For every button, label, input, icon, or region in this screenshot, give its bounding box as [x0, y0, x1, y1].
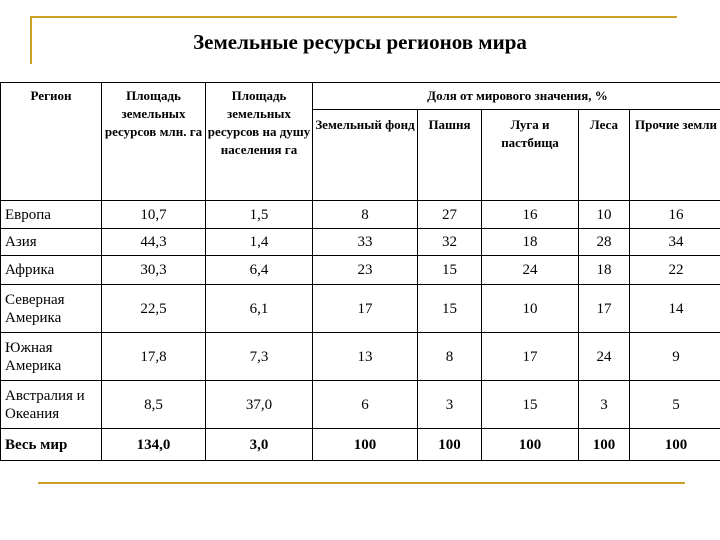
region-cell: Южная Америка	[1, 333, 102, 381]
value-cell-arable: 27	[418, 201, 482, 229]
value-cell-arable: 15	[418, 256, 482, 285]
table-row	[1, 381, 720, 429]
value-cell-land-fund: 13	[313, 333, 418, 381]
value-cell-forests: 17	[579, 285, 630, 333]
table-row	[1, 429, 720, 461]
value-cell-meadows: 100	[482, 429, 579, 461]
value-cell-arable: 32	[418, 229, 482, 256]
value-cell-forests: 18	[579, 256, 630, 285]
value-cell-land-fund: 8	[313, 201, 418, 229]
value-cell-area: 44,3	[102, 229, 206, 256]
header-other: Прочие земли	[630, 110, 720, 201]
value-cell-forests: 100	[579, 429, 630, 461]
value-cell-per-capita: 3,0	[206, 429, 313, 461]
value-cell-arable: 8	[418, 333, 482, 381]
value-cell-other: 5	[630, 381, 720, 429]
value-cell-area: 134,0	[102, 429, 206, 461]
value-cell-forests: 28	[579, 229, 630, 256]
region-cell: Азия	[1, 229, 102, 256]
value-cell-other: 14	[630, 285, 720, 333]
decor-line-bottom	[38, 482, 685, 484]
value-cell-per-capita: 37,0	[206, 381, 313, 429]
table-row	[1, 201, 720, 229]
table-row	[1, 256, 720, 285]
value-cell-other: 16	[630, 201, 720, 229]
header-area: Площадь земельных ресурсов млн. га	[102, 83, 206, 201]
value-cell-arable: 100	[418, 429, 482, 461]
value-cell-per-capita: 7,3	[206, 333, 313, 381]
value-cell-other: 22	[630, 256, 720, 285]
value-cell-other: 9	[630, 333, 720, 381]
header-area-per-capita: Площадь земельных ресурсов на душу населения га	[206, 83, 313, 201]
value-cell-forests: 24	[579, 333, 630, 381]
value-cell-land-fund: 17	[313, 285, 418, 333]
value-cell-meadows: 18	[482, 229, 579, 256]
value-cell-arable: 15	[418, 285, 482, 333]
value-cell-forests: 10	[579, 201, 630, 229]
value-cell-meadows: 16	[482, 201, 579, 229]
region-cell: Весь мир	[1, 429, 102, 461]
value-cell-per-capita: 1,4	[206, 229, 313, 256]
decor-line-top	[30, 16, 677, 18]
value-cell-forests: 3	[579, 381, 630, 429]
value-cell-area: 8,5	[102, 381, 206, 429]
header-arable: Пашня	[418, 110, 482, 201]
value-cell-land-fund: 33	[313, 229, 418, 256]
land-resources-table	[0, 82, 720, 461]
value-cell-per-capita: 6,1	[206, 285, 313, 333]
value-cell-area: 22,5	[102, 285, 206, 333]
header-meadows: Луга и пастбища	[482, 110, 579, 201]
header-share-group: Доля от мирового значения, %	[313, 83, 720, 110]
value-cell-meadows: 15	[482, 381, 579, 429]
header-region: Регион	[1, 83, 102, 201]
value-cell-area: 17,8	[102, 333, 206, 381]
header-forests: Леса	[579, 110, 630, 201]
region-cell: Африка	[1, 256, 102, 285]
table-row	[1, 333, 720, 381]
value-cell-area: 30,3	[102, 256, 206, 285]
value-cell-land-fund: 6	[313, 381, 418, 429]
region-cell: Северная Америка	[1, 285, 102, 333]
value-cell-other: 100	[630, 429, 720, 461]
table-row	[1, 285, 720, 333]
value-cell-meadows: 17	[482, 333, 579, 381]
value-cell-per-capita: 6,4	[206, 256, 313, 285]
value-cell-area: 10,7	[102, 201, 206, 229]
value-cell-land-fund: 100	[313, 429, 418, 461]
value-cell-land-fund: 23	[313, 256, 418, 285]
region-cell: Австралия и Океания	[1, 381, 102, 429]
header-land-fund: Земельный фонд	[313, 110, 418, 201]
value-cell-arable: 3	[418, 381, 482, 429]
page-title: Земельные ресурсы регионов мира	[193, 30, 527, 54]
value-cell-meadows: 24	[482, 256, 579, 285]
value-cell-per-capita: 1,5	[206, 201, 313, 229]
table-row	[1, 229, 720, 256]
value-cell-other: 34	[630, 229, 720, 256]
value-cell-meadows: 10	[482, 285, 579, 333]
region-cell: Европа	[1, 201, 102, 229]
